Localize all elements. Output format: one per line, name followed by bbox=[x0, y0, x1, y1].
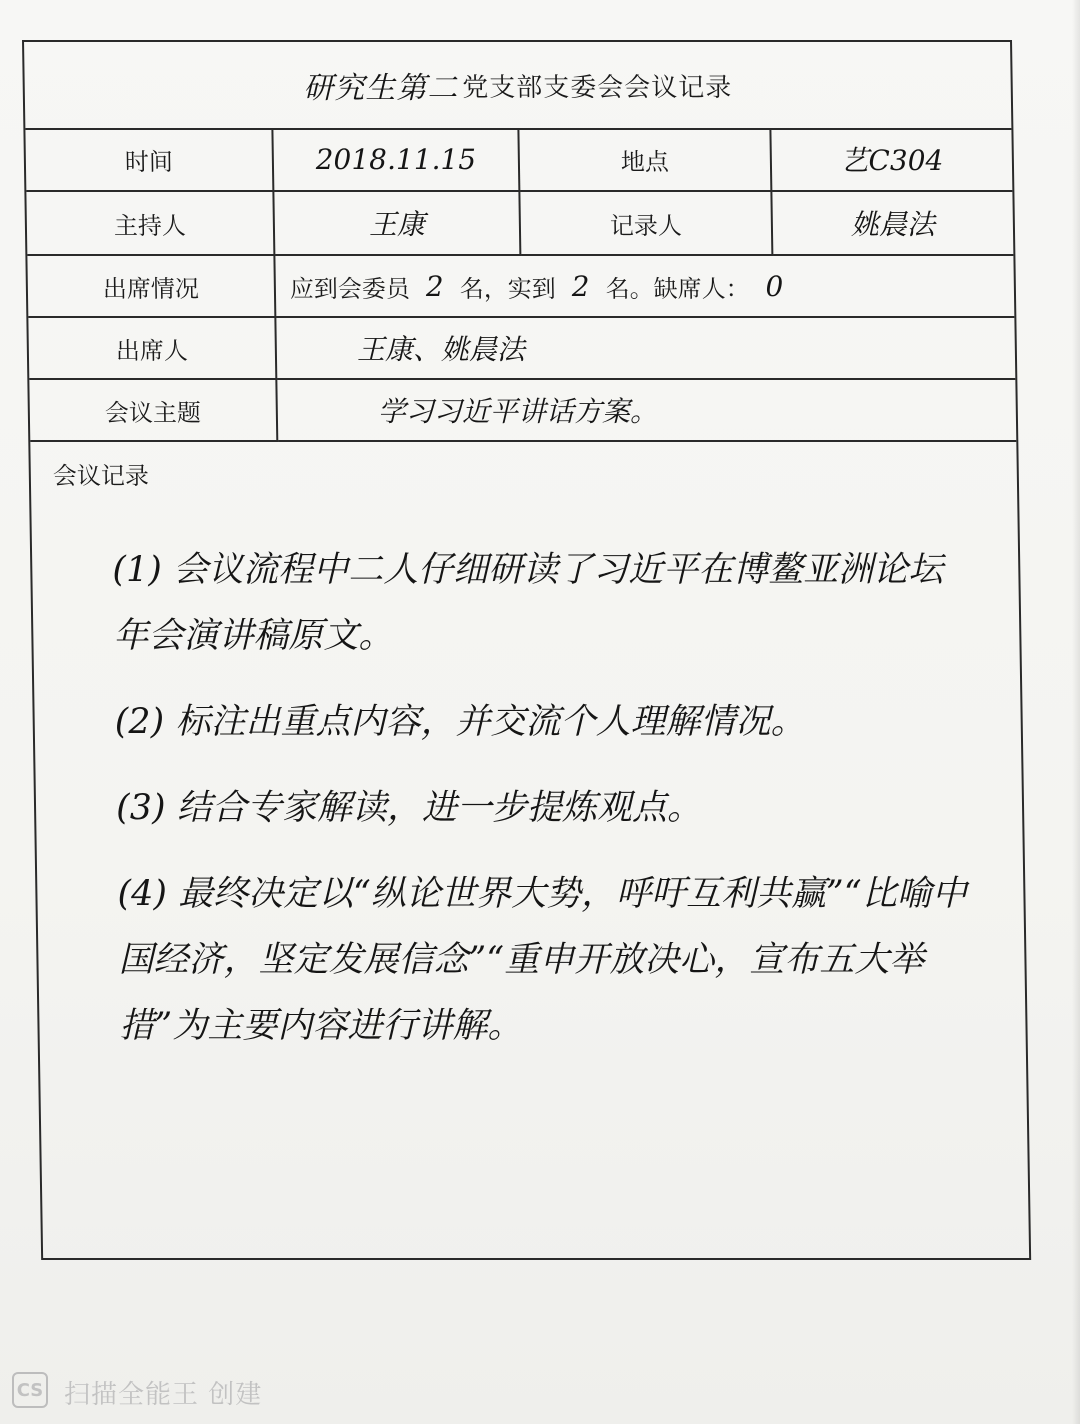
camscanner-logo-icon: CS bbox=[12, 1372, 48, 1408]
attendance-label: 出席情况 bbox=[27, 256, 276, 318]
time-value: 2018.11.15 bbox=[273, 128, 520, 192]
place-label: 地点 bbox=[519, 128, 772, 192]
attendance-actual: 2 bbox=[571, 269, 590, 303]
host-label: 主持人 bbox=[26, 192, 275, 256]
attendance-text-a: 应到会委员 bbox=[289, 274, 411, 303]
notes-item-2: (2) 标注出重点内容，并交流个人理解情况。 bbox=[114, 702, 806, 742]
recorder-value: 姚晨法 bbox=[772, 192, 1013, 256]
notes-item-4: (4) 最终决定以“纵论世界大势，呼吁互利共赢”“比喻中国经济，坚定发展信念”“重申开放决心，宣布五大举措”为主要内容进行讲解。 bbox=[117, 874, 968, 1046]
title-handwritten-prefix: 研究生第二 bbox=[302, 71, 459, 106]
topic-value: 学习习近平讲话方案。 bbox=[277, 380, 1016, 442]
attendance-absent: 0 bbox=[765, 269, 784, 303]
recorder-label: 记录人 bbox=[520, 192, 773, 256]
time-label: 时间 bbox=[25, 128, 274, 192]
info-table bbox=[25, 128, 1016, 442]
scanner-watermark: 扫描全能王 创建 bbox=[64, 1380, 263, 1410]
meeting-record-form bbox=[22, 40, 1031, 1260]
page-edge-shadow bbox=[1072, 0, 1080, 1424]
title-printed: 党支部支委会会议记录 bbox=[461, 72, 733, 103]
attendance-expected: 2 bbox=[425, 269, 444, 303]
notes-item-3: (3) 结合专家解读，进一步提炼观点。 bbox=[115, 788, 703, 828]
notes-item-1: (1) 会议流程中二人仔细研读了习近平在博鳌亚洲论坛年会演讲稿原文。 bbox=[112, 550, 944, 656]
attendance-text-b: 名，实到 bbox=[459, 274, 556, 303]
notes-label: 会议记录 bbox=[52, 462, 150, 490]
attendees-value: 王康、姚晨法 bbox=[276, 318, 1015, 380]
attendance-value bbox=[275, 256, 1014, 318]
attendance-text-c: 名。缺席人： bbox=[605, 274, 750, 303]
place-value: 艺C304 bbox=[771, 128, 1012, 192]
form-title bbox=[24, 42, 1011, 130]
attendees-label: 出席人 bbox=[28, 318, 277, 380]
meeting-notes bbox=[112, 537, 981, 1079]
host-value: 王康 bbox=[274, 192, 521, 256]
topic-label: 会议主题 bbox=[29, 380, 278, 442]
